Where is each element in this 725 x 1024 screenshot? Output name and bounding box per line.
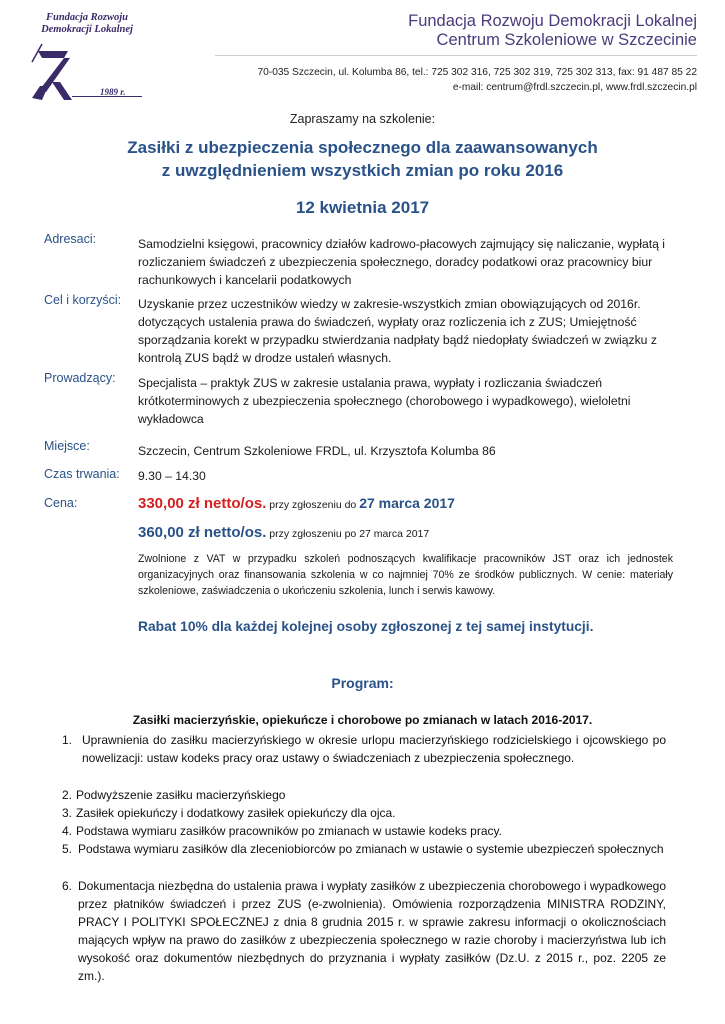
czas-label: Czas trwania:	[44, 467, 120, 481]
miejsce-text: Szczecin, Centrum Szkoleniowe FRDL, ul. Krzysztofa Kolumba 86	[138, 444, 496, 458]
adresaci-text: Samodzielni księgowi, pracownicy działów kadrowo-płacowych zajmujący się naliczanie, wypłatą i rozliczaniem świadczeń z ubezpieczenia społecznego, doradcy podatkowi oraz pracownicy biur rachunkowych i kancelarii podatkowych	[138, 237, 666, 287]
org-address: 70-035 Szczecin, ul. Kolumba 86, tel.: 725 302 316, 725 302 319, 725 302 313, fax: 91 487 85 22	[257, 67, 697, 78]
price-early	[138, 495, 678, 513]
org-name	[277, 12, 697, 50]
list-item	[62, 822, 666, 840]
list-item	[62, 877, 666, 985]
list-item-number: 4.	[62, 824, 73, 838]
intro-text: Zapraszamy na szkolenie:	[289, 112, 436, 126]
adresaci-label: Adresaci:	[44, 232, 97, 246]
czas-text: 9.30 – 14.30	[138, 469, 206, 483]
prowadzacy-text: Specjalista – praktyk ZUS w zakresie ustalania prawa, wypłaty i rozliczania świadczeń krótkoterminowych z ubezpieczenia społecznego (chorobowego i wypadkowego), wieloletni wykładowca	[138, 376, 631, 426]
cel-text: Uzyskanie przez uczestników wiedzy w zakresie-wszystkich zmian obowiązujących od 2016r. dotyczących ustalenia prawa do świadczeń, wypłaty oraz rozliczenia ich z ZUS; Umiejętność sporządzania korekt w przypadku stwierdzania nadpłaty bądź niedopłaty świadczeń w związku z kontrolą ZUS bądź w drodze ustaleń własnych.	[138, 297, 657, 365]
org-email: e-mail: centrum@frdl.szczecin.pl, www.frdl.szczecin.pl	[452, 82, 697, 93]
list-item-text: Podwyższenie zasiłku macierzyńskiego	[76, 788, 286, 802]
list-item	[62, 840, 666, 858]
title-line1: Zasiłki z ubezpieczenia społecznego dla zaawansowanych	[127, 138, 598, 157]
price-early-note: przy zgłoszeniu do	[266, 499, 360, 511]
training-date: 12 kwietnia 2017	[295, 198, 430, 217]
logo-name	[22, 12, 152, 36]
logo-line1: Fundacja Rozwoju	[46, 12, 128, 23]
header-divider	[215, 55, 697, 56]
org-name-line1: Fundacja Rozwoju Demokracji Lokalnej	[408, 12, 697, 30]
org-name-line2: Centrum Szkoleniowe w Szczecinie	[436, 31, 697, 49]
list-item-text: Podstawa wymiaru zasiłków dla zleceniobiorców po zmianach w ustawie o systemie ubezpieczeń społecznych	[78, 842, 664, 856]
list-item-text: Zasiłek opiekuńczy i dodatkowy zasiłek opiekuńczy dla ojca.	[76, 806, 396, 820]
price-late-note: przy zgłoszeniu po 27 marca 2017	[266, 528, 430, 540]
discount-note: Rabat 10% dla każdej kolejnej osoby zgłoszonej z tej samej instytucji.	[138, 619, 594, 634]
logo-line2: Demokracji Lokalnej	[41, 24, 133, 35]
price-late	[138, 524, 678, 542]
price-late-amount: 360,00 zł netto/os.	[138, 524, 267, 541]
list-item	[62, 786, 666, 804]
list-item-number: 1.	[62, 733, 73, 747]
title-line2: z uwzględnieniem wszystkich zmian po roku 2016	[161, 161, 564, 180]
program-heading: Program:	[331, 675, 394, 691]
cel-label: Cel i korzyści:	[44, 293, 122, 307]
vat-note: Zwolnione z VAT w przypadku szkoleń podnoszących kwalifikacje pracowników JST oraz ich jednostek organizacyjnych oraz finansowania szkolenia w co najmniej 70% ze środków publicznych. W cenie: materiały szkoleniowe, zaświadczenia o ukończeniu szkolenia, lunch i serwis kawowy.	[138, 553, 673, 597]
list-item-number: 2.	[62, 788, 73, 802]
page-title	[0, 136, 725, 182]
prowadzacy-label: Prowadzący:	[44, 371, 116, 385]
org-contact	[177, 65, 697, 95]
program-subheading: Zasiłki macierzyńskie, opiekuńcze i chorobowe po zmianach w latach 2016-2017.	[132, 713, 593, 727]
list-item-number: 3.	[62, 806, 73, 820]
list-item-number: 6.	[62, 879, 73, 893]
list-item-text: Uprawnienia do zasiłku macierzyńskiego w okresie urlopu macierzyńskiego rodzicielskiego i ojcowskiego po nowelizacji: ustaw kodeks pracy oraz ustawy o świadczeniach z ubezpieczenia społecznego.	[82, 733, 666, 765]
list-item-text: Dokumentacja niezbędna do ustalenia prawa i wypłaty zasiłków z ubezpieczenia chorobowego i wypadkowego przez płatników świadczeń i przez ZUS (e-zwolnienia). Omówienia rozporządzenia MINISTRA RODZINY, PRACY I POLITYKI SPOŁECZNEJ z dnia 8 grudnia 2015 r. w sprawie zakresu informacji o okolicznościach mających wpływ na prawo do zasiłków z ubezpieczenia społecznego w razie choroby i macierzyństwa lub ich wysokość oraz dokumentów niezbędnych do przyznania i wypłaty zasiłków (Dz.U. z 2015 r., poz. 2205 ze zm.).	[78, 879, 666, 983]
list-item-number: 5.	[62, 842, 73, 856]
cena-label: Cena:	[44, 496, 78, 510]
logo-figure-icon	[28, 38, 78, 102]
list-item-text: Podstawa wymiaru zasiłków pracowników po zmianach w ustawie kodeks pracy.	[76, 824, 502, 838]
price-early-deadline: 27 marca 2017	[359, 495, 455, 511]
list-item	[62, 731, 666, 767]
list-item	[62, 804, 666, 822]
logo-year: 1989 r.	[100, 87, 126, 97]
price-early-amount: 330,00 zł netto/os.	[138, 495, 267, 512]
miejsce-label: Miejsce:	[44, 439, 90, 453]
